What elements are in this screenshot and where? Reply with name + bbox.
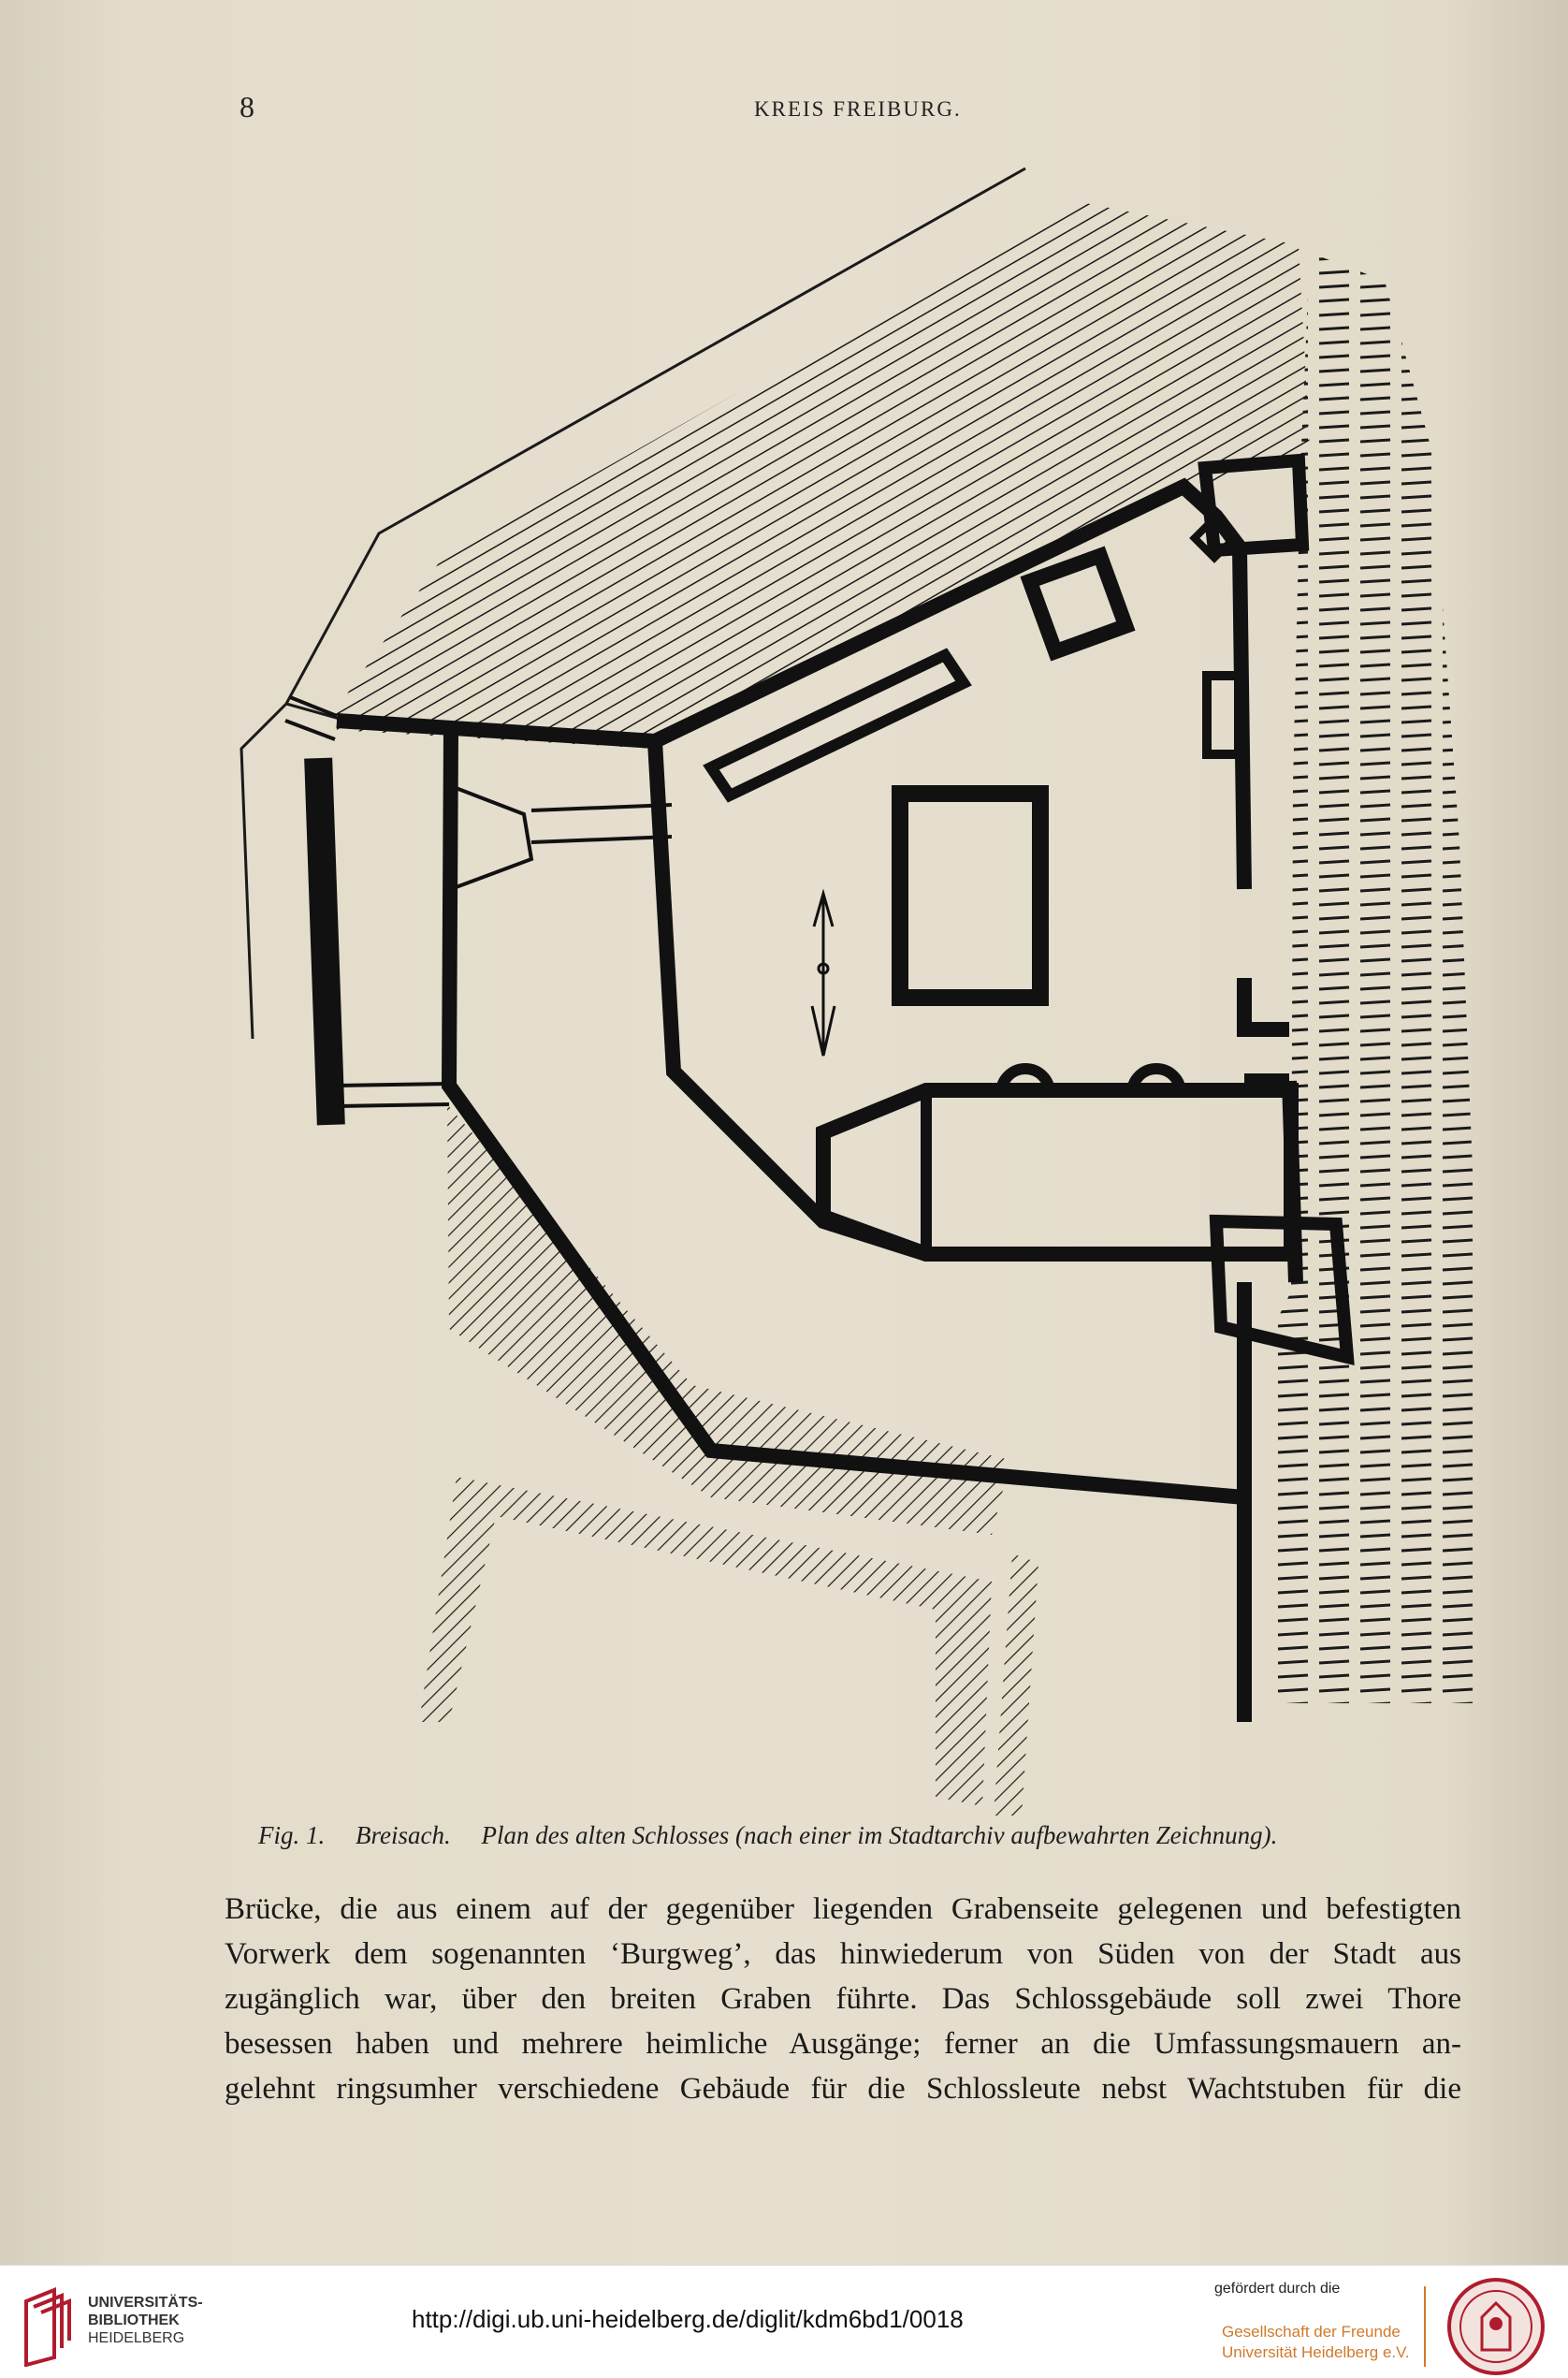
sponsor-name[interactable] — [1222, 2322, 1410, 2363]
library-line: UNIVERSITÄTS- — [88, 2295, 203, 2311]
castle-plan-figure — [225, 159, 1497, 1825]
sponsor-line: Gesellschaft der Freunde — [1222, 2323, 1401, 2341]
page-number: 8 — [240, 90, 254, 124]
caption-text: Plan des alten Schlosses (nach einer im Stadtarchiv aufbewahrten Zeichnung). — [481, 1821, 1278, 1849]
bridge — [531, 805, 672, 842]
body-line: zugänglich war, über den breiten Graben führte. Das Schlossgebäude soll zwei Thore — [225, 1982, 1461, 2016]
permalink-url[interactable]: http://digi.ub.uni-heidelberg.de/diglit/kdm6bd1/0018 — [412, 2305, 964, 2333]
library-line: HEIDELBERG — [88, 2330, 185, 2346]
running-head: KREIS FREIBURG. — [754, 97, 962, 121]
footer-divider — [1424, 2286, 1426, 2367]
gate-passage — [285, 697, 337, 739]
body-line: Brücke, die aus einem auf der gegenüber liegenden Grabenseite gelegenen und befestigten — [225, 1892, 1461, 1926]
figure-caption — [258, 1821, 1474, 1850]
caption-place: Breisach. — [356, 1821, 451, 1849]
south-gate-passage — [339, 1084, 449, 1106]
caption-label: Fig. 1. — [258, 1821, 326, 1849]
body-line: Vorwerk dem sogenannten ‘Burgweg’, das hinwiederum von Süden von der Stadt aus — [225, 1937, 1461, 1971]
gate-bastion — [451, 786, 531, 889]
university-seal-icon — [1445, 2275, 1547, 2378]
sponsor-line: Universität Heidelberg e.V. — [1222, 2343, 1410, 2361]
body-text — [225, 1887, 1461, 2111]
library-name — [88, 2294, 203, 2347]
wall-tower-right — [1207, 676, 1239, 754]
central-building — [900, 794, 1040, 998]
outwork-right — [994, 1554, 1038, 1816]
library-line: BIBLIOTHEK — [88, 2312, 180, 2328]
square-building — [1030, 556, 1126, 652]
north-arrow-icon — [812, 894, 835, 1056]
body-line: gelehnt ringsumher verschiedene Gebäude für die Schlossleute nebst Wachtstuben für die — [225, 2072, 1461, 2106]
library-logo-icon[interactable] — [17, 2283, 79, 2367]
body-line: besessen haben und mehrere heimliche Ausgänge; ferner an die Umfassungsmauern an- — [225, 2027, 1461, 2061]
digitization-footer — [0, 2265, 1568, 2378]
sponsor-label: gefördert durch die — [1214, 2281, 1341, 2297]
west-gate-wall — [304, 758, 345, 1126]
outwork-left — [419, 1477, 992, 1806]
